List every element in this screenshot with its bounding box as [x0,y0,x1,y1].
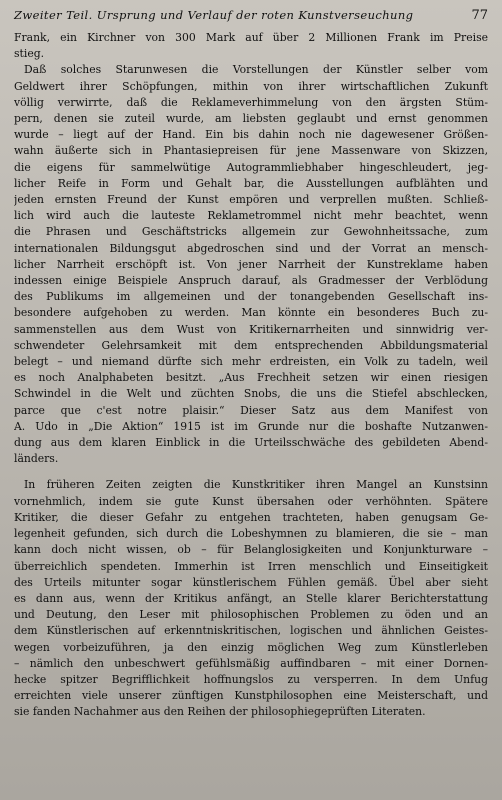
text-line: licher Narrheit erschöpft ist. Von jener Narrheit der Kunstreklame haben [14,257,488,271]
text-line: dem Künstlerischen auf erkenntniskritischen, logischen und ähnlichen Geistes- [14,624,488,638]
page-header [14,8,488,26]
text-line: belegt – und niemand dürfte sich mehr erdreisten, ein Volk zu tadeln, weil [14,355,488,369]
running-title: Zweiter Teil. Ursprung und Verlauf der roten Kunstverseuchung [14,8,414,22]
text-line: wurde – liegt auf der Hand. Ein bis dahin noch nie dagewesener Größen- [14,128,488,142]
text-line: indessen einige Beispiele Anspruch darauf, als Gradmesser der Verblödung [14,274,488,288]
body-text [14,30,488,721]
text-line: die eigens für sammelwütige Autogrammliebhaber hingeschleudert, jeg- [14,160,488,174]
text-line: sammenstellen aus dem Wust von Kritikernarrheiten und sinnwidrig ver- [14,322,488,336]
text-line: des Urteils mitunter sogar künstlerischem Fühlen gemäß. Übel aber sieht [14,575,488,589]
text-line: parce que c'est notre plaisir.“ Dieser Satz aus dem Manifest von [14,403,488,417]
text-line: und Deutung, den Leser mit philosophischen Problemen zu öden und an [14,608,488,622]
text-line: jeden ernsten Freund der Kunst empören und verprellen mußten. Schließ- [14,193,488,207]
text-line: stieg. [14,47,45,61]
text-line: internationalen Bildungsgut abgedroschen sind und der Vorrat an mensch- [14,241,488,255]
text-line: sie fanden Nachahmer aus den Reihen der philosophiegeprüften Literaten. [14,705,426,719]
paragraph-1 [14,30,488,467]
paragraph-2 [14,477,488,720]
text-line: A. Udo in „Die Aktion“ 1915 ist im Grunde nur die boshafte Nutzanwen- [14,419,488,433]
text-line: Geldwert ihrer Schöpfungen, mithin von ihrer wirtschaftlichen Zukunft [14,79,488,93]
text-line: wegen vorbeizuführen, ja den einzig möglichen Weg zum Künstlerleben [14,640,488,654]
text-line: Frank, ein Kirchner von 300 Mark auf über 2 Millionen Frank im Preise [14,31,488,44]
page-number: 77 [471,8,488,23]
text-line: erreichten viele unserer zünftigen Kunstphilosophen eine Meisterschaft, und [14,689,488,703]
text-line: schwendeter Gelehrsamkeit mit dem entsprechenden Abbildungsmaterial [14,338,488,352]
text-line: dung aus dem klaren Einblick in die Urteilsschwäche des gebildeten Abend- [14,436,488,450]
text-line: es dann aus, wenn der Kritikus anfängt, an Stelle klarer Berichterstattung [14,591,488,605]
text-line: länders. [14,452,59,466]
text-line: hecke spitzer Begrifflichkeit hoffnungslos zu versperren. In dem Unfug [14,672,488,686]
text-line: wahn äußerte sich in Phantasiepreisen für jene Massenware von Skizzen, [14,144,488,158]
text-line: vornehmlich, indem sie gute Kunst übersahen oder verhöhnten. Spätere [14,494,488,508]
text-line: es noch Analphabeten besitzt. „Aus Frechheit setzen wir einen riesigen [14,371,488,385]
text-line: kann doch nicht wissen, ob – für Belanglosigkeiten und Konjunkturware – [14,543,488,557]
text-line: – nämlich den unbeschwert gefühlsmäßig auffindbaren – mit einer Dornen- [14,656,488,670]
text-line: In früheren Zeiten zeigten die Kunstkritiker ihren Mangel an Kunstsinn [24,478,488,492]
text-line: licher Reife in Form und Gehalt bar, die Ausstellungen aufblähten und [14,176,488,190]
text-line: Kritiker, die dieser Gefahr zu entgehen trachteten, haben genugsam Ge- [14,510,488,524]
text-line: lich wird auch die lauteste Reklametrommel nicht mehr beachtet, wenn [14,209,488,223]
paragraph-gap [14,467,488,477]
text-line: pern, denen sie zuteil wurde, am liebsten geglaubt und ernst genommen [14,112,488,126]
text-line: völlig verwirrte, daß die Reklameverhimmelung von den ärgsten Stüm- [14,95,488,109]
text-line: legenheit gefunden, sich durch die Lobeshymnen zu blamieren, die sie – man [14,527,488,541]
text-line: Daß solches Starunwesen die Vorstellungen der Künstler selber vom [24,63,488,77]
text-line: Schwindel in die Welt und züchten Snobs, die uns die Stiefel abschlecken, [14,387,488,401]
text-line: besondere aufgehoben zu werden. Man könnte ein besonderes Buch zu- [14,306,488,320]
text-line: die Phrasen und Geschäftstricks allgemein zur Gewohnheitssache, zum [14,225,488,239]
text-line: überreichlich spendeten. Immerhin ist Irren menschlich und Einseitigkeit [14,559,488,573]
text-line: des Publikums im allgemeinen und der tonangebenden Gesellschaft ins- [14,290,488,304]
